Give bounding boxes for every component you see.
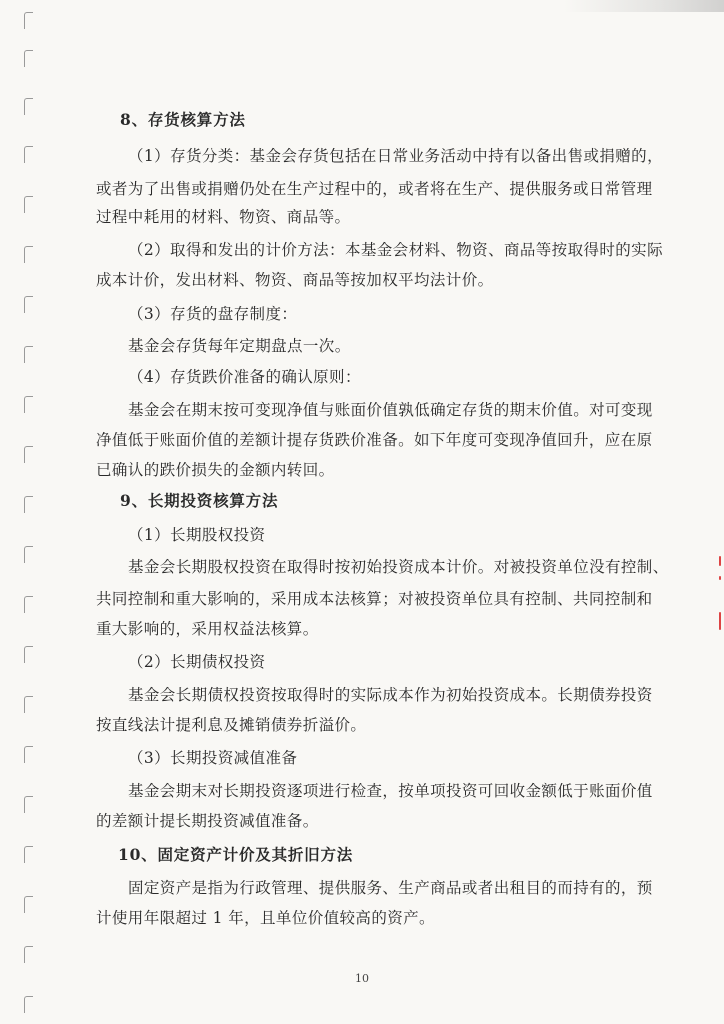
red-edge-mark (719, 556, 721, 566)
binding-mark (24, 296, 33, 313)
paragraph-line: （1）长期股权投资 (128, 526, 266, 544)
paragraph-line: 成本计价，发出材料、物资、商品等按加权平均法计价。 (96, 271, 494, 289)
section-heading-10: 10、固定资产计价及其折旧方法 (118, 845, 354, 864)
binding-mark (24, 12, 33, 29)
binding-mark (24, 846, 33, 863)
paragraph-line: （1）存货分类：基金会存货包括在日常业务活动中持有以备出售或捐赠的， (128, 147, 663, 165)
paragraph-line: 已确认的跌价损失的金额内转回。 (96, 461, 335, 479)
paragraph-line: 基金会在期末按可变现净值与账面价值孰低确定存货的期末价值。对可变现 (128, 401, 653, 419)
binding-mark (24, 396, 33, 413)
binding-mark (24, 246, 33, 263)
paragraph-line: 基金会长期股权投资在取得时按初始投资成本计价。对被投资单位没有控制、 (128, 558, 669, 576)
binding-mark (24, 696, 33, 713)
binding-mark (24, 896, 33, 913)
binding-mark (24, 146, 33, 163)
paragraph-line: 基金会长期债权投资按取得时的实际成本作为初始投资成本。长期债券投资 (128, 686, 653, 704)
binding-mark (24, 98, 33, 115)
paragraph-line: 共同控制和重大影响的，采用成本法核算；对被投资单位具有控制、共同控制和 (96, 590, 653, 608)
binding-mark (24, 50, 33, 67)
binding-mark (24, 946, 33, 963)
paragraph-line: （3）存货的盘存制度： (128, 305, 298, 323)
paragraph-line: 净值低于账面价值的差额计提存货跌价准备。如下年度可变现净值回升，应在原 (96, 431, 653, 449)
binding-mark (24, 446, 33, 463)
paragraph-line: （4）存货跌价准备的确认原则： (128, 368, 361, 386)
paragraph-line: （2）取得和发出的计价方法：本基金会材料、物资、商品等按取得时的实际 (128, 241, 663, 259)
paragraph-line: 计使用年限超过 1 年，且单位价值较高的资产。 (96, 909, 435, 927)
red-edge-mark (719, 612, 721, 630)
paragraph-line: 固定资产是指为行政管理、提供服务、生产商品或者出租目的而持有的，预 (128, 879, 653, 897)
paragraph-line: 基金会存货每年定期盘点一次。 (128, 337, 351, 355)
paragraph-line: 的差额计提长期投资减值准备。 (96, 812, 319, 830)
paragraph-line: （3）长期投资减值准备 (128, 749, 298, 767)
binding-mark (24, 596, 33, 613)
binding-margin-marks (0, 0, 40, 1024)
binding-mark (24, 796, 33, 813)
binding-mark (24, 546, 33, 563)
section-heading-9: 9、长期投资核算方法 (120, 491, 279, 510)
binding-mark (24, 746, 33, 763)
scan-edge-shadow (564, 0, 724, 12)
section-heading-8: 8、存货核算方法 (120, 110, 246, 129)
page-number: 10 (355, 972, 369, 985)
paragraph-line: 基金会期末对长期投资逐项进行检查，按单项投资可回收金额低于账面价值 (128, 782, 653, 800)
binding-mark (24, 196, 33, 213)
paragraph-line: （2）长期债权投资 (128, 653, 266, 671)
paragraph-line: 重大影响的，采用权益法核算。 (96, 620, 319, 638)
paragraph-line: 过程中耗用的材料、物资、商品等。 (96, 208, 351, 226)
binding-mark (24, 346, 33, 363)
binding-mark (24, 646, 33, 663)
red-edge-mark (719, 576, 721, 580)
binding-mark (24, 996, 33, 1013)
paragraph-line: 或者为了出售或捐赠仍处在生产过程中的，或者将在生产、提供服务或日常管理 (96, 180, 653, 198)
paragraph-line: 按直线法计提利息及摊销债券折溢价。 (96, 716, 367, 734)
binding-mark (24, 496, 33, 513)
